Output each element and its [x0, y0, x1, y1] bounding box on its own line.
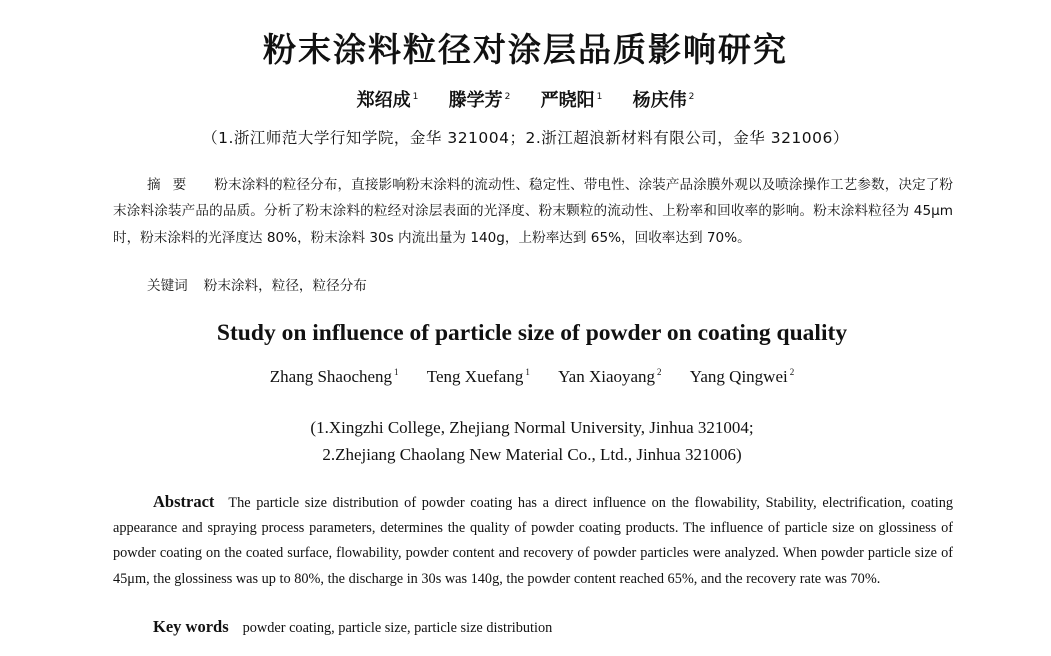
author-name: Yan Xiaoyang — [558, 367, 656, 386]
chinese-author — [357, 90, 419, 111]
english-affiliation-line: (1.Xingzhi College, Zhejiang Normal University, Jinhua 321004; — [310, 418, 754, 437]
chinese-author — [449, 90, 511, 111]
chinese-title: 粉末涂料粒径对涂层品质影响研究 — [263, 30, 788, 69]
chinese-author — [633, 90, 695, 111]
english-keywords-text: powder coating, particle size, particle size distribution — [242, 620, 553, 636]
chinese-abstract — [113, 172, 953, 251]
english-author — [427, 367, 530, 386]
author-name: 郑绍成 — [356, 90, 411, 111]
author-name: 严晓阳 — [540, 90, 595, 111]
english-keywords — [153, 617, 953, 637]
author-name: 杨庆伟 — [632, 90, 687, 111]
english-author-list — [0, 367, 1051, 387]
english-title: Study on influence of particle size of powder on coating quality — [216, 320, 848, 346]
chinese-keywords — [147, 274, 947, 294]
english-author — [270, 367, 399, 386]
affiliation-mark: 1 — [412, 92, 419, 102]
chinese-author-list — [0, 86, 1051, 112]
chinese-abstract-label: 摘要 — [147, 177, 199, 193]
affiliation-mark: 1 — [596, 92, 603, 102]
affiliation-mark: 2 — [504, 92, 511, 102]
affiliation-mark: 2 — [789, 367, 795, 378]
affiliation-mark: 2 — [657, 367, 662, 378]
author-name: Teng Xuefang — [426, 367, 524, 386]
english-keywords-label: Key words — [153, 617, 229, 636]
english-affiliation-line: 2.Zhejiang Chaolang New Material Co., Ltd., Jinhua 321006) — [322, 445, 742, 464]
english-author — [690, 367, 794, 386]
affiliation-mark: 2 — [688, 92, 695, 102]
author-name: Zhang Shaocheng — [269, 367, 393, 386]
english-author — [558, 367, 661, 386]
english-abstract-label: Abstract — [153, 492, 215, 511]
english-abstract — [113, 489, 953, 592]
author-name: 滕学芳 — [448, 90, 503, 111]
chinese-keywords-text: 粉末涂料，粒径，粒径分布 — [203, 278, 367, 294]
affiliation-mark: 1 — [525, 367, 530, 378]
author-name: Yang Qingwei — [689, 367, 788, 386]
chinese-keywords-label: 关键词 — [147, 278, 188, 294]
chinese-affiliation: （1.浙江师范大学行知学院，金华 321004；2.浙江超浪新材料有限公司，金华 321006） — [202, 129, 849, 147]
chinese-abstract-text: 粉末涂料的粒径分布，直接影响粉末涂料的流动性、稳定性、带电性、涂装产品涂膜外观以及喷涂操作工艺参数，决定了粉末涂料涂装产品的品质。分析了粉末涂料的粒经对涂层表面的光泽度、粉末颗粒的流动性、上粉率和回收率的影响。粉末涂料粒径为 45μm 时，粉末涂料的光泽度达 80%，粉末涂料 30s 内流出量为 140g，上粉率达到 65%，回收率达到 70%。 — [113, 177, 954, 246]
affiliation-mark: 1 — [394, 367, 399, 378]
english-abstract-text: The particle size distribution of powder coating has a direct influence on the flowability, Stability, electrification, coating appearance and spraying process parameters, determines the quality of powder coating products. The influence of particle size on glossiness of powder coating on the coated surface, flowability, powder content and recovery of powder particles were analyzed. When powder particle size of 45μm, the glossiness was up to 80%, the discharge in 30s was 140g, the powder content reached 65%, and the recovery rate was 70%. — [113, 495, 953, 587]
english-affiliation — [0, 414, 1051, 468]
chinese-author — [541, 90, 603, 111]
